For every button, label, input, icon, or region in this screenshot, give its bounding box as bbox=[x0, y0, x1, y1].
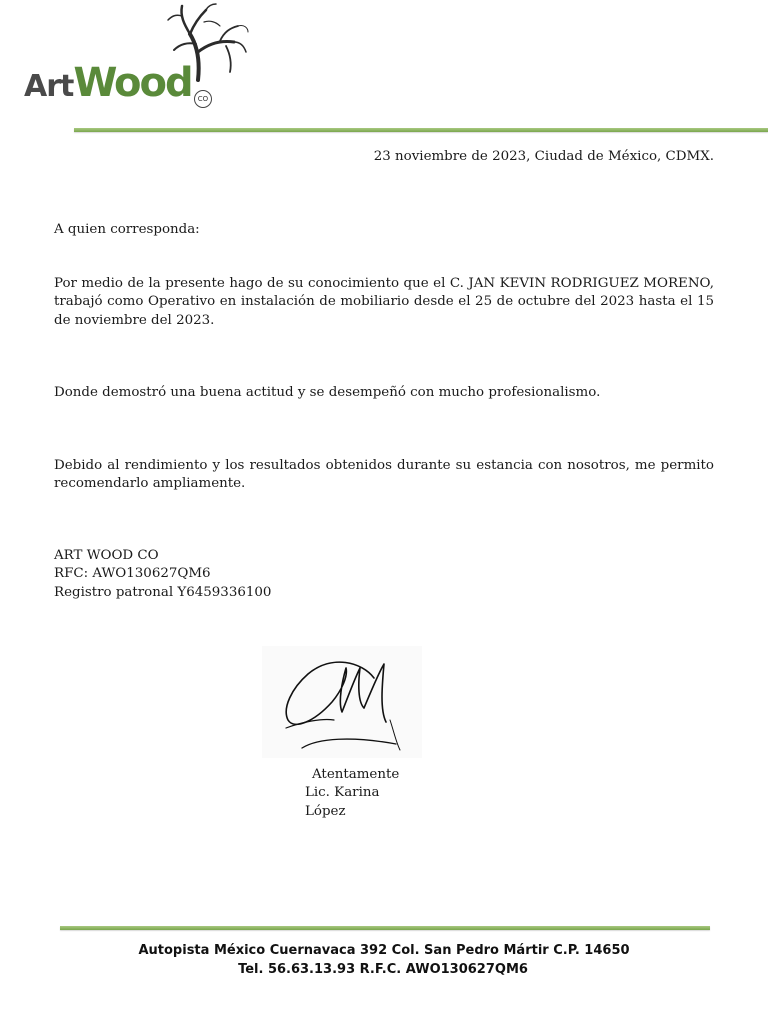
logo-wood-text: Wood bbox=[73, 60, 192, 106]
letter-paragraph-3: Debido al rendimiento y los resultados obtenidos durante su estancia con nosotros, me permito recomendarlo ampliamente. bbox=[54, 458, 714, 492]
handwritten-signature bbox=[262, 646, 422, 758]
letter-salutation: A quien corresponda: bbox=[54, 222, 200, 237]
company-logo bbox=[20, 2, 240, 112]
footer bbox=[0, 941, 768, 979]
letter-paragraph-1: Por medio de la presente hago de su conocimiento que el C. JAN KEVIN RODRIGUEZ MORENO, trabajó como Operativo en instalación de mobiliario desde el 25 de octubre del 2023 hasta el 15 de noviembre del 2023. bbox=[54, 276, 714, 328]
letter-paragraph-2: Donde demostró una buena actitud y se desempeñó con mucho profesionalismo. bbox=[54, 385, 601, 400]
letter-date: 23 noviembre de 2023, Ciudad de México, CDMX. bbox=[373, 149, 714, 164]
company-registro: Registro patronal Y6459336100 bbox=[54, 584, 272, 600]
logo-wordmark bbox=[24, 60, 192, 106]
letter-closing bbox=[290, 766, 420, 821]
header-divider bbox=[74, 128, 768, 132]
logo-art-text: Art bbox=[24, 69, 74, 104]
footer-contact: Tel. 56.63.13.93 R.F.C. AWO130627QM6 bbox=[238, 962, 528, 977]
footer-divider bbox=[60, 926, 710, 930]
company-name: ART WOOD CO bbox=[54, 548, 159, 563]
company-rfc: RFC: AWO130627QM6 bbox=[54, 566, 211, 582]
closing-text: Atentamente bbox=[312, 767, 400, 782]
company-info bbox=[54, 547, 271, 602]
logo-co-badge: CO bbox=[194, 90, 212, 108]
signer-name: Lic. Karina López bbox=[305, 785, 380, 819]
footer-address: Autopista México Cuernavaca 392 Col. San Pedro Mártir C.P. 14650 bbox=[138, 943, 630, 958]
